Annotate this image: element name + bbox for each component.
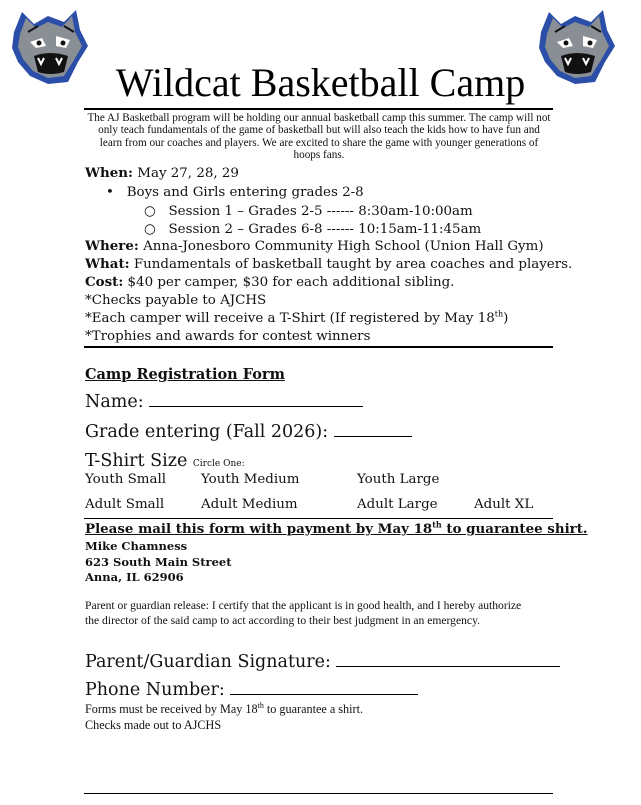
- checks-footer: Checks made out to AJCHS: [85, 718, 222, 732]
- size-adult-xl[interactable]: Adult XL: [474, 497, 534, 512]
- tshirt-label: T-Shirt Size: [85, 451, 188, 471]
- grade-row: [85, 421, 412, 443]
- form-heading: Camp Registration Form: [85, 366, 285, 383]
- name-field[interactable]: [149, 391, 363, 407]
- page-title: Wildcat Basketball Camp: [115, 60, 526, 105]
- mail-sup: th: [432, 519, 442, 530]
- bullet-icon: •: [106, 185, 114, 200]
- trophies-note: *Trophies and awards for contest winners: [85, 329, 371, 344]
- what-label: What:: [85, 256, 130, 272]
- mail-text-end: to guarantee shirt.: [441, 521, 588, 537]
- deadline-sup: th: [257, 700, 264, 710]
- signature-row: [85, 651, 560, 673]
- where-line: [85, 238, 544, 256]
- address-street: 623 South Main Street: [85, 555, 232, 569]
- what-line: [85, 256, 572, 274]
- what-value: Fundamentals of basketball taught by area coaches and players.: [133, 257, 573, 272]
- checks-note: *Checks payable to AJCHS: [85, 293, 267, 308]
- when-line: [85, 165, 239, 183]
- circle-one-label: Circle One:: [192, 459, 245, 469]
- mail-instruction: [85, 521, 588, 537]
- tshirt-note-end: ): [503, 311, 509, 326]
- phone-field[interactable]: [230, 679, 418, 695]
- signature-label: Parent/Guardian Signature:: [85, 652, 331, 672]
- session-1-text: Session 1 – Grades 2-5 ------ 8:30am-10:00am: [168, 204, 473, 219]
- mail-rule: [84, 518, 553, 519]
- circle-bullet-icon: ○: [144, 222, 156, 237]
- release-statement: Parent or guardian release: I certify that the applicant is in good health, and I hereby authorize the director of the said camp to act according to their best judgment in an emergency.: [85, 599, 522, 627]
- section-rule: [84, 346, 553, 348]
- forms-deadline-note: [85, 702, 363, 718]
- when-label: When:: [85, 165, 133, 181]
- size-adult-small[interactable]: Adult Small: [85, 497, 165, 512]
- grade-label: Grade entering (Fall 2026):: [85, 422, 329, 442]
- session-2: [144, 221, 481, 239]
- address-city: Anna, IL 62906: [85, 570, 184, 584]
- deadline-text-end: to guarantee a shirt.: [263, 702, 364, 716]
- circle-bullet-icon: ○: [144, 204, 156, 219]
- deadline-text: Forms must be received by May 18: [85, 702, 258, 716]
- size-youth-large[interactable]: Youth Large: [357, 472, 440, 487]
- title-rule: [84, 108, 553, 110]
- mail-text: Please mail this form with payment by May 18: [85, 521, 433, 537]
- when-value: May 27, 28, 29: [137, 166, 239, 181]
- tshirt-note-sup: th: [494, 309, 504, 319]
- name-label: Name:: [85, 392, 144, 412]
- where-label: Where:: [85, 238, 139, 254]
- tshirt-note-text: *Each camper will receive a T-Shirt (If registered by May 18: [85, 311, 495, 326]
- intro-paragraph: The AJ Basketball program will be holding our annual basketball camp this summer. The camp will not only teach fundamentals of the game of basketball but will also teach the kids how to have fun and learn from our coaches and players. We are excited to share the game with younger generations of hoops fans.: [87, 112, 551, 162]
- bullet-text: Boys and Girls entering grades 2-8: [126, 185, 364, 200]
- session-1: [144, 203, 473, 221]
- size-adult-large[interactable]: Adult Large: [357, 497, 438, 512]
- phone-row: [85, 679, 418, 701]
- tshirt-note: [85, 310, 508, 328]
- grade-field[interactable]: [334, 421, 412, 437]
- cost-label: Cost:: [85, 274, 124, 290]
- bullet-grades: [106, 184, 364, 202]
- address-name: Mike Chamness: [85, 539, 188, 553]
- signature-field[interactable]: [336, 651, 560, 667]
- cost-line: [85, 274, 454, 292]
- bottom-rule: [84, 793, 553, 794]
- name-row: [85, 391, 363, 413]
- phone-label: Phone Number:: [85, 680, 225, 700]
- session-2-text: Session 2 – Grades 6-8 ------ 10:15am-11:45am: [168, 222, 482, 237]
- cost-value: $40 per camper, $30 for each additional sibling.: [127, 275, 455, 290]
- where-value: Anna-Jonesboro Community High School (Union Hall Gym): [143, 239, 544, 254]
- size-youth-small[interactable]: Youth Small: [85, 472, 167, 487]
- size-youth-medium[interactable]: Youth Medium: [201, 472, 300, 487]
- size-adult-medium[interactable]: Adult Medium: [201, 497, 298, 512]
